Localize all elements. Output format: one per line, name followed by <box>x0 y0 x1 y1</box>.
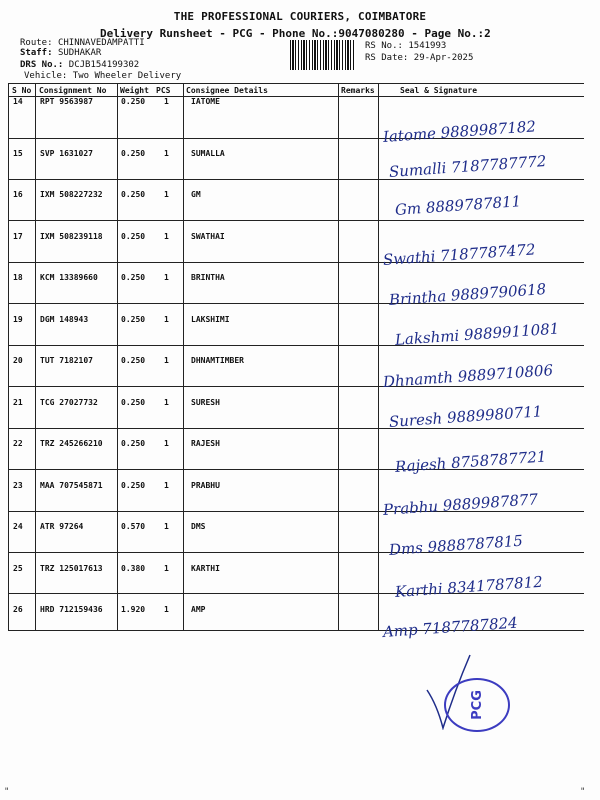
cell-consignee: IATOME <box>191 97 220 106</box>
cell-weight: 0.250 <box>121 190 146 199</box>
signature-9: Rajesh 8758787721 <box>394 447 547 476</box>
rs-no-line <box>365 41 446 51</box>
cell-pcs: 1 <box>164 273 169 282</box>
cell-consignee: SWATHAI <box>191 231 225 241</box>
row-divider <box>8 220 584 221</box>
drs-label: DRS No.: <box>20 60 64 70</box>
col-header-consignee: Consignee Details <box>186 86 268 95</box>
signature-2: Sumalli 7187787772 <box>388 152 547 181</box>
signature-1: Iatome 9889987182 <box>382 117 537 146</box>
rs-no-value: 1541993 <box>408 41 447 51</box>
signature-13: Amp 7187787824 <box>382 613 519 641</box>
row-divider <box>8 179 584 180</box>
cell-weight: 0.570 <box>121 522 146 531</box>
row-divider <box>8 303 584 304</box>
table-top-border <box>8 83 584 84</box>
cell-weight: 1.920 <box>121 605 146 614</box>
cell-sno: 17 <box>13 231 23 241</box>
cell-sno: 25 <box>13 563 23 573</box>
drs-line <box>20 60 139 70</box>
staff-line <box>20 48 101 58</box>
cell-pcs: 1 <box>164 190 169 199</box>
route-value: CHINNAVEDAMPATTI <box>57 38 145 48</box>
rs-no-label: RS No.: <box>365 41 403 51</box>
cell-pcs: 1 <box>164 314 169 324</box>
cell-sno: 20 <box>13 356 23 365</box>
cell-sno: 18 <box>13 273 23 282</box>
cell-sno: 26 <box>13 605 23 614</box>
signature-8: Suresh 9889980711 <box>388 402 543 431</box>
cell-weight: 0.250 <box>121 231 146 241</box>
col-line-0 <box>8 83 9 631</box>
cell-consignee: RAJESH <box>191 439 220 448</box>
cell-consignee: DMS <box>191 522 206 531</box>
cell-consignment: IXM 508227232 <box>40 190 103 199</box>
corner-mark-left: " <box>4 787 10 797</box>
cell-sno: 16 <box>13 190 23 199</box>
col-header-seal: Seal & Signature <box>400 86 478 95</box>
cell-consignment: IXM 508239118 <box>40 231 103 241</box>
staff-label: Staff: <box>20 48 53 58</box>
cell-weight: 0.250 <box>121 397 146 407</box>
cell-weight: 0.250 <box>121 314 146 324</box>
row-divider <box>8 386 584 387</box>
rs-date-line <box>365 53 473 63</box>
cell-consignee: DHNAMTIMBER <box>191 356 244 365</box>
runsheet-subtitle: Delivery Runsheet - PCG - Phone No.:9047080280 - Page No.:2 <box>100 27 491 40</box>
cell-weight: 0.250 <box>121 480 146 490</box>
signature-5: Brintha 9889790618 <box>388 280 547 309</box>
cell-pcs: 1 <box>164 522 169 531</box>
col-line-4 <box>338 83 339 631</box>
cell-consignee: LAKSHIMI <box>191 314 230 324</box>
cell-pcs: 1 <box>164 231 169 241</box>
cell-consignment: ATR 97264 <box>40 522 84 531</box>
cell-weight: 0.380 <box>121 563 146 573</box>
cell-consignment: HRD 712159436 <box>40 605 103 614</box>
col-header-remarks: Remarks <box>341 86 375 95</box>
cell-consignee: KARTHI <box>191 563 220 573</box>
cell-consignee: GM <box>191 190 201 199</box>
cell-pcs: 1 <box>164 97 169 106</box>
cell-pcs: 1 <box>164 439 169 448</box>
cell-weight: 0.250 <box>121 148 146 158</box>
vehicle-line <box>24 71 181 81</box>
col-header-weight: Weight <box>120 86 149 95</box>
cell-consignment: RPT 9563987 <box>40 97 93 106</box>
cell-pcs: 1 <box>164 356 169 365</box>
vehicle-label: Vehicle: <box>24 71 68 81</box>
barcode-image <box>290 40 356 70</box>
cell-consignee: AMP <box>191 605 206 614</box>
cell-consignment: TRZ 245266210 <box>40 439 103 448</box>
col-header-pcs: PCS <box>156 86 171 95</box>
signature-4: Swathi 7187787472 <box>382 240 537 269</box>
cell-pcs: 1 <box>164 605 169 614</box>
route-label: Route: <box>20 38 53 48</box>
signature-7: Dhnamth 9889710806 <box>382 361 554 391</box>
row-divider <box>8 345 584 346</box>
signature-12: Karthi 8341787812 <box>394 572 544 601</box>
corner-mark-right: " <box>580 787 586 797</box>
cell-consignment: TCG 27027732 <box>40 397 98 407</box>
cell-consignment: TRZ 125017613 <box>40 563 103 573</box>
cell-sno: 19 <box>13 314 23 324</box>
row-divider <box>8 138 584 139</box>
col-header-sno: S No <box>12 86 32 95</box>
signature-10: Prabhu 9889987877 <box>382 490 539 519</box>
drs-value: DCJB154199302 <box>68 60 140 70</box>
row-divider <box>8 469 584 470</box>
table-header-border <box>8 96 584 97</box>
cell-sno: 21 <box>13 397 23 407</box>
col-line-5 <box>378 83 379 631</box>
cell-sno: 22 <box>13 439 23 448</box>
col-header-consignment: Consignment No <box>39 86 107 95</box>
route-line <box>20 38 145 48</box>
cell-weight: 0.250 <box>121 273 146 282</box>
staff-value: SUDHAKAR <box>57 48 102 58</box>
col-line-3 <box>183 83 184 631</box>
cell-consignment: SVP 1631027 <box>40 148 93 158</box>
cell-pcs: 1 <box>164 148 169 158</box>
rs-date-label: RS Date: <box>365 53 409 63</box>
col-line-2 <box>117 83 118 631</box>
row-divider <box>8 552 584 553</box>
signature-11: Dms 9888787815 <box>388 531 524 559</box>
signature-3: Gm 8889787811 <box>394 192 522 219</box>
cell-weight: 0.250 <box>121 356 146 365</box>
signature-6: Lakshmi 9889911081 <box>394 319 560 349</box>
cell-consignee: BRINTHA <box>191 273 225 282</box>
row-divider <box>8 511 584 512</box>
cell-consignee: SUMALLA <box>191 148 225 158</box>
col-line-1 <box>35 83 36 631</box>
company-title: THE PROFESSIONAL COURIERS, COIMBATORE <box>173 10 427 23</box>
cell-pcs: 1 <box>164 480 169 490</box>
cell-weight: 0.250 <box>121 97 146 106</box>
cell-sno: 24 <box>13 522 23 531</box>
cell-consignment: MAA 707545871 <box>40 480 103 490</box>
runsheet-table <box>8 83 584 641</box>
cell-sno: 23 <box>13 480 23 490</box>
cell-pcs: 1 <box>164 563 169 573</box>
rs-date-value: 29-Apr-2025 <box>413 53 474 63</box>
row-divider <box>8 262 584 263</box>
cell-consignee: SURESH <box>191 397 220 407</box>
vehicle-value: Two Wheeler Delivery <box>72 71 182 81</box>
cell-consignee: PRABHU <box>191 480 220 490</box>
cell-sno: 14 <box>13 97 23 106</box>
cell-consignment: TUT 7182107 <box>40 356 93 365</box>
cell-pcs: 1 <box>164 397 169 407</box>
cell-consignment: KCM 13389660 <box>40 273 98 282</box>
row-divider <box>8 428 584 429</box>
cell-consignment: DGM 148943 <box>40 314 89 324</box>
cell-sno: 15 <box>13 148 23 158</box>
company-stamp: PCG <box>444 678 510 732</box>
cell-weight: 0.250 <box>121 439 146 448</box>
